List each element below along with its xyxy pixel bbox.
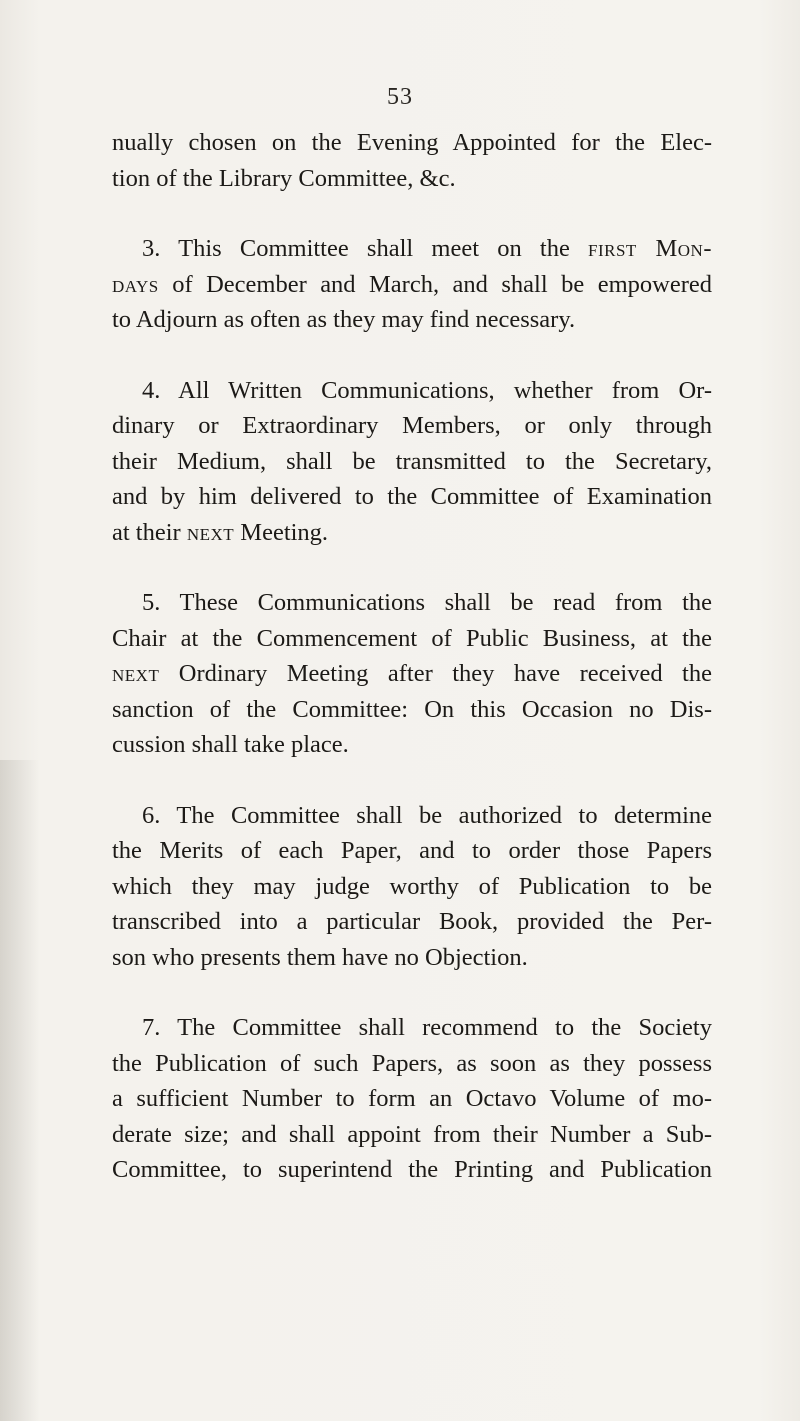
text-line: 3. This Committee shall meet on the first Mon- bbox=[142, 235, 712, 262]
text-line: next Ordinary Meeting after they have received the bbox=[112, 660, 712, 687]
paragraph-rule-7 bbox=[112, 1010, 712, 1188]
page-edge-shadow bbox=[0, 760, 40, 1421]
text-line: which they may judge worthy of Publication to be bbox=[112, 872, 712, 900]
text-line: their Medium, shall be transmitted to the Secretary, bbox=[112, 447, 712, 475]
text-line: at their next Meeting. bbox=[112, 518, 329, 546]
text-line: 7. The Committee shall recommend to the Society bbox=[142, 1014, 712, 1041]
page-number: 53 bbox=[387, 84, 413, 110]
text-line: cussion shall take place. bbox=[112, 731, 349, 758]
text-line: and by him delivered to the Committee of Examination bbox=[112, 483, 712, 510]
text-line: the Publication of such Papers, as soon as they possess bbox=[112, 1049, 712, 1077]
text-line: Chair at the Commencement of Public Business, at the bbox=[112, 624, 712, 652]
text-line: dinary or Extraordinary Members, or only through bbox=[112, 412, 712, 439]
paragraph-rule-6 bbox=[112, 798, 712, 976]
paragraph-rule-4 bbox=[112, 373, 712, 551]
text-line: derate size; and shall appoint from their Number a Sub- bbox=[112, 1120, 712, 1148]
text-line: the Merits of each Paper, and to order those Papers bbox=[112, 837, 712, 864]
text-line: 5. These Communications shall be read from the bbox=[142, 589, 712, 616]
text-line: a sufficient Number to form an Octavo Volume of mo- bbox=[112, 1085, 712, 1112]
paragraph-rule-3 bbox=[112, 231, 712, 338]
paragraph-continuation bbox=[112, 125, 712, 196]
text-line: days of December and March, and shall be empowered bbox=[112, 270, 712, 298]
text-line: son who presents them have no Objection. bbox=[112, 943, 528, 971]
paragraph-rule-5 bbox=[112, 585, 712, 763]
text-line: 6. The Committee shall be authorized to determine bbox=[142, 801, 712, 829]
text-line: nually chosen on the Evening Appointed for the Elec- bbox=[112, 129, 712, 156]
text-line: transcribed into a particular Book, provided the Per- bbox=[112, 908, 712, 935]
text-line: sanction of the Committee: On this Occasion no Dis- bbox=[112, 695, 712, 723]
text-line: Committee, to superintend the Printing and Publication bbox=[112, 1156, 712, 1183]
text-line: to Adjourn as often as they may find necessary. bbox=[112, 306, 576, 333]
text-line: 4. All Written Communications, whether from Or- bbox=[142, 376, 712, 404]
page-body bbox=[112, 125, 712, 1223]
text-line: tion of the Library Committee, &c. bbox=[112, 164, 456, 192]
